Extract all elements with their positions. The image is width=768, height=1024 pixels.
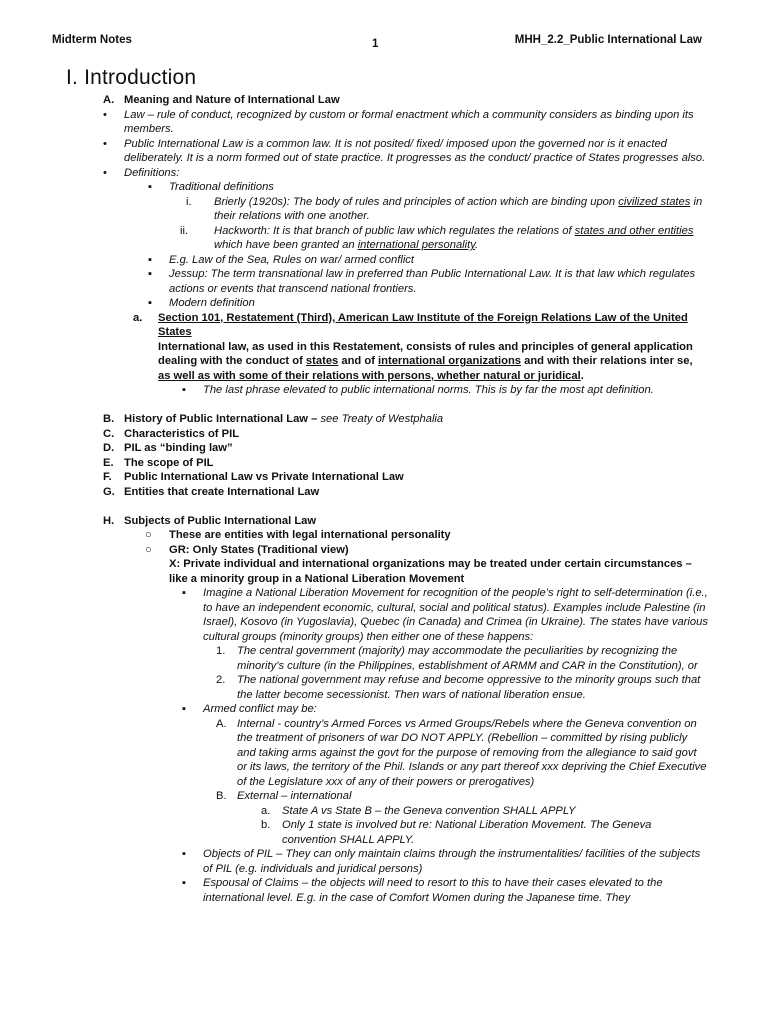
text-line	[0, 137, 708, 166]
text-run: Entities that create International Law	[124, 485, 320, 498]
text-line	[0, 586, 708, 644]
text-run: Characteristics of PIL	[124, 427, 240, 440]
list-marker: ▪	[182, 877, 186, 889]
text-run: Objects of PIL – They can only maintain claims through the instrumentalities/ facilities of the subjects of PIL (e.g. individuals and juridical persons)	[203, 848, 701, 875]
text-run: .	[475, 239, 479, 251]
list-marker: •	[103, 137, 107, 150]
document-body	[0, 93, 768, 905]
text-run: State A vs State B – the Geneva convention SHALL APPLY	[282, 804, 576, 817]
list-marker: 1.	[216, 645, 226, 657]
text-run: and with their relations inter se,	[521, 355, 693, 367]
text-run: Armed conflict may be:	[203, 703, 317, 715]
list-marker: D.	[103, 442, 115, 454]
text-run: E.g. Law of the Sea, Rules on war/ armed conflict	[169, 253, 415, 266]
text-line	[0, 296, 708, 311]
list-marker: E.	[103, 456, 114, 469]
text-run: History of Public International Law –	[124, 413, 321, 425]
text-line	[0, 543, 708, 558]
list-marker: F.	[103, 471, 112, 483]
text-run: The national government may refuse and become oppressive to the minority groups such that the latter become secessionist. Then wars of national liberation ensue.	[237, 674, 701, 701]
list-marker: b.	[261, 819, 271, 831]
list-marker: ▪	[148, 181, 152, 193]
header-right: MHH_2.2_Public International Law	[514, 34, 702, 46]
list-marker: B.	[216, 790, 227, 802]
page-number: 1	[372, 38, 379, 50]
section-title: I. Introduction	[66, 66, 197, 89]
text-run: which have been granted an	[214, 239, 358, 251]
text-line	[0, 847, 708, 876]
text-line	[0, 253, 708, 268]
text-run: Hackworth: It is that branch of public law which regulates the relations of	[214, 224, 575, 237]
list-marker: H.	[103, 514, 115, 527]
text-run: Public International Law vs Private International Law	[124, 471, 404, 483]
text-run: states	[305, 355, 339, 367]
text-line	[0, 485, 708, 500]
text-line	[0, 340, 708, 384]
list-marker: •	[103, 166, 107, 179]
text-run: Meaning and Nature of International Law	[124, 94, 340, 106]
list-marker: ○	[145, 543, 152, 556]
text-line	[0, 224, 708, 253]
text-run: Modern definition	[169, 297, 255, 309]
list-marker: B.	[103, 413, 115, 425]
text-line	[0, 311, 708, 340]
text-run: The central government (majority) may accommodate the peculiarities by recognizing the minority’s culture (in the Philippines, establishment of ARMM and CAR in the Constitution), or	[237, 645, 698, 672]
text-line	[0, 470, 708, 485]
text-run: Definitions:	[124, 166, 180, 179]
blank-line	[0, 398, 768, 413]
text-run: X: Private individual and international organizations may be treated under certain circumstances – like a minority group in a National Liberation Movement	[169, 558, 692, 585]
text-line	[0, 557, 708, 586]
list-marker: ii.	[180, 224, 189, 237]
text-run: International law, as used in this Restatement, consists of rules and principles of general application dealing with the conduct of	[158, 340, 693, 367]
text-line	[0, 108, 708, 137]
text-run: as well as with some of their relations with persons, whether natural or juridical	[158, 369, 581, 382]
text-run: External – international	[237, 790, 352, 802]
text-run: Imagine a National Liberation Movement for recognition of the people’s right to self-determination (i.e., to have an independent economic, cultural, social and political status). Examples include Palestine (in Israel), Kosovo (in Yugoslavia), Quebec (in Canada) and Crimea (in Ukraine). The states have various cultural groups (minority groups) then either one of these happens:	[203, 587, 708, 643]
list-marker: ▪	[148, 268, 152, 280]
list-marker: A.	[216, 717, 227, 730]
text-line	[0, 195, 708, 224]
text-line	[0, 804, 708, 819]
text-run: states and other entities	[574, 224, 694, 237]
text-run: GR: Only States (Traditional view)	[169, 543, 349, 556]
list-marker: ▪	[182, 587, 186, 599]
list-marker: G.	[103, 485, 115, 498]
text-run: and of	[338, 355, 379, 367]
text-run: see Treaty of Westphalia	[320, 413, 444, 425]
text-run: international personality	[357, 239, 476, 251]
text-run: civilized states	[618, 195, 691, 208]
text-run: Section 101, Restatement (Third), American Law Institute of the Foreign Relations Law of the United States	[158, 311, 688, 338]
text-line	[0, 528, 708, 543]
list-marker: ▪	[182, 703, 186, 715]
text-line	[0, 93, 708, 108]
text-line	[0, 876, 708, 905]
text-line	[0, 427, 708, 442]
list-marker: A.	[103, 94, 115, 106]
list-marker: •	[103, 108, 107, 121]
text-line	[0, 412, 708, 427]
list-marker: ▪	[182, 384, 186, 396]
list-marker: ▪	[148, 297, 152, 309]
text-line	[0, 789, 708, 804]
text-run: These are entities with legal international personality	[169, 529, 451, 541]
text-run: Internal - country’s Armed Forces vs Armed Groups/Rebels where the Geneva convention on the treatment of prisoners of war DO NOT APPLY. (Rebellion – committed by rising publicly and taking arms against the govt for the purpose of removing from the allegiance to said govt or its laws, the territory of the Phil. Islands or any part thereof xxx depriving the Chief Executive of the Legislature xxx of any of their powers or prerogatives)	[237, 717, 707, 788]
text-run: Espousal of Claims – the objects will need to resort to this to have their cases elevated to the international level. E.g. in the case of Comfort Women during the Japanese time. They	[203, 877, 663, 904]
text-line	[0, 514, 708, 529]
text-line	[0, 166, 708, 181]
text-line	[0, 644, 708, 673]
text-run: in their relations with one another.	[214, 195, 703, 222]
header-left: Midterm Notes	[52, 34, 132, 46]
list-marker: i.	[186, 195, 192, 208]
text-run: Public International Law is a common law. It is not posited/ fixed/ imposed upon the governed nor is it enacted deliberately. It is a norm formed out of state practice. It progresses as the conduct/ practice of States progresses also.	[124, 137, 706, 164]
text-line	[0, 673, 708, 702]
text-run: Subjects of Public International Law	[124, 514, 317, 527]
text-run: Law – rule of conduct, recognized by custom or formal enactment which a community considers as binding upon its members.	[124, 108, 694, 135]
text-line	[0, 702, 708, 717]
text-line	[0, 180, 708, 195]
blank-line	[0, 499, 768, 514]
text-run: international organizations	[378, 355, 522, 367]
list-marker: ▪	[148, 253, 152, 266]
text-run: .	[580, 369, 584, 382]
text-run: Only 1 state is involved but re: National Liberation Movement. The Geneva convention SHALL APPLY.	[282, 819, 652, 846]
text-line	[0, 717, 708, 790]
list-marker: ○	[145, 529, 152, 541]
text-line	[0, 383, 708, 398]
text-line	[0, 818, 708, 847]
list-marker: C.	[103, 427, 115, 440]
text-run: Jessup: The term transnational law in preferred than Public International Law. It is that law which regulates actions or events that transcend national frontiers.	[169, 268, 696, 295]
list-marker: ▪	[182, 848, 186, 860]
list-marker: a.	[261, 804, 271, 817]
list-marker: a.	[133, 311, 143, 324]
text-line	[0, 456, 708, 471]
text-run: Brierly (1920s): The body of rules and principles of action which are binding upon	[214, 195, 619, 208]
text-line	[0, 441, 708, 456]
text-run: The last phrase elevated to public international norms. This is by far the most apt definition.	[203, 384, 654, 396]
list-marker: 2.	[216, 674, 226, 686]
text-line	[0, 267, 708, 296]
text-run: The scope of PIL	[124, 456, 214, 469]
text-run: PIL as “binding law”	[124, 442, 233, 454]
text-run: Traditional definitions	[169, 181, 274, 193]
